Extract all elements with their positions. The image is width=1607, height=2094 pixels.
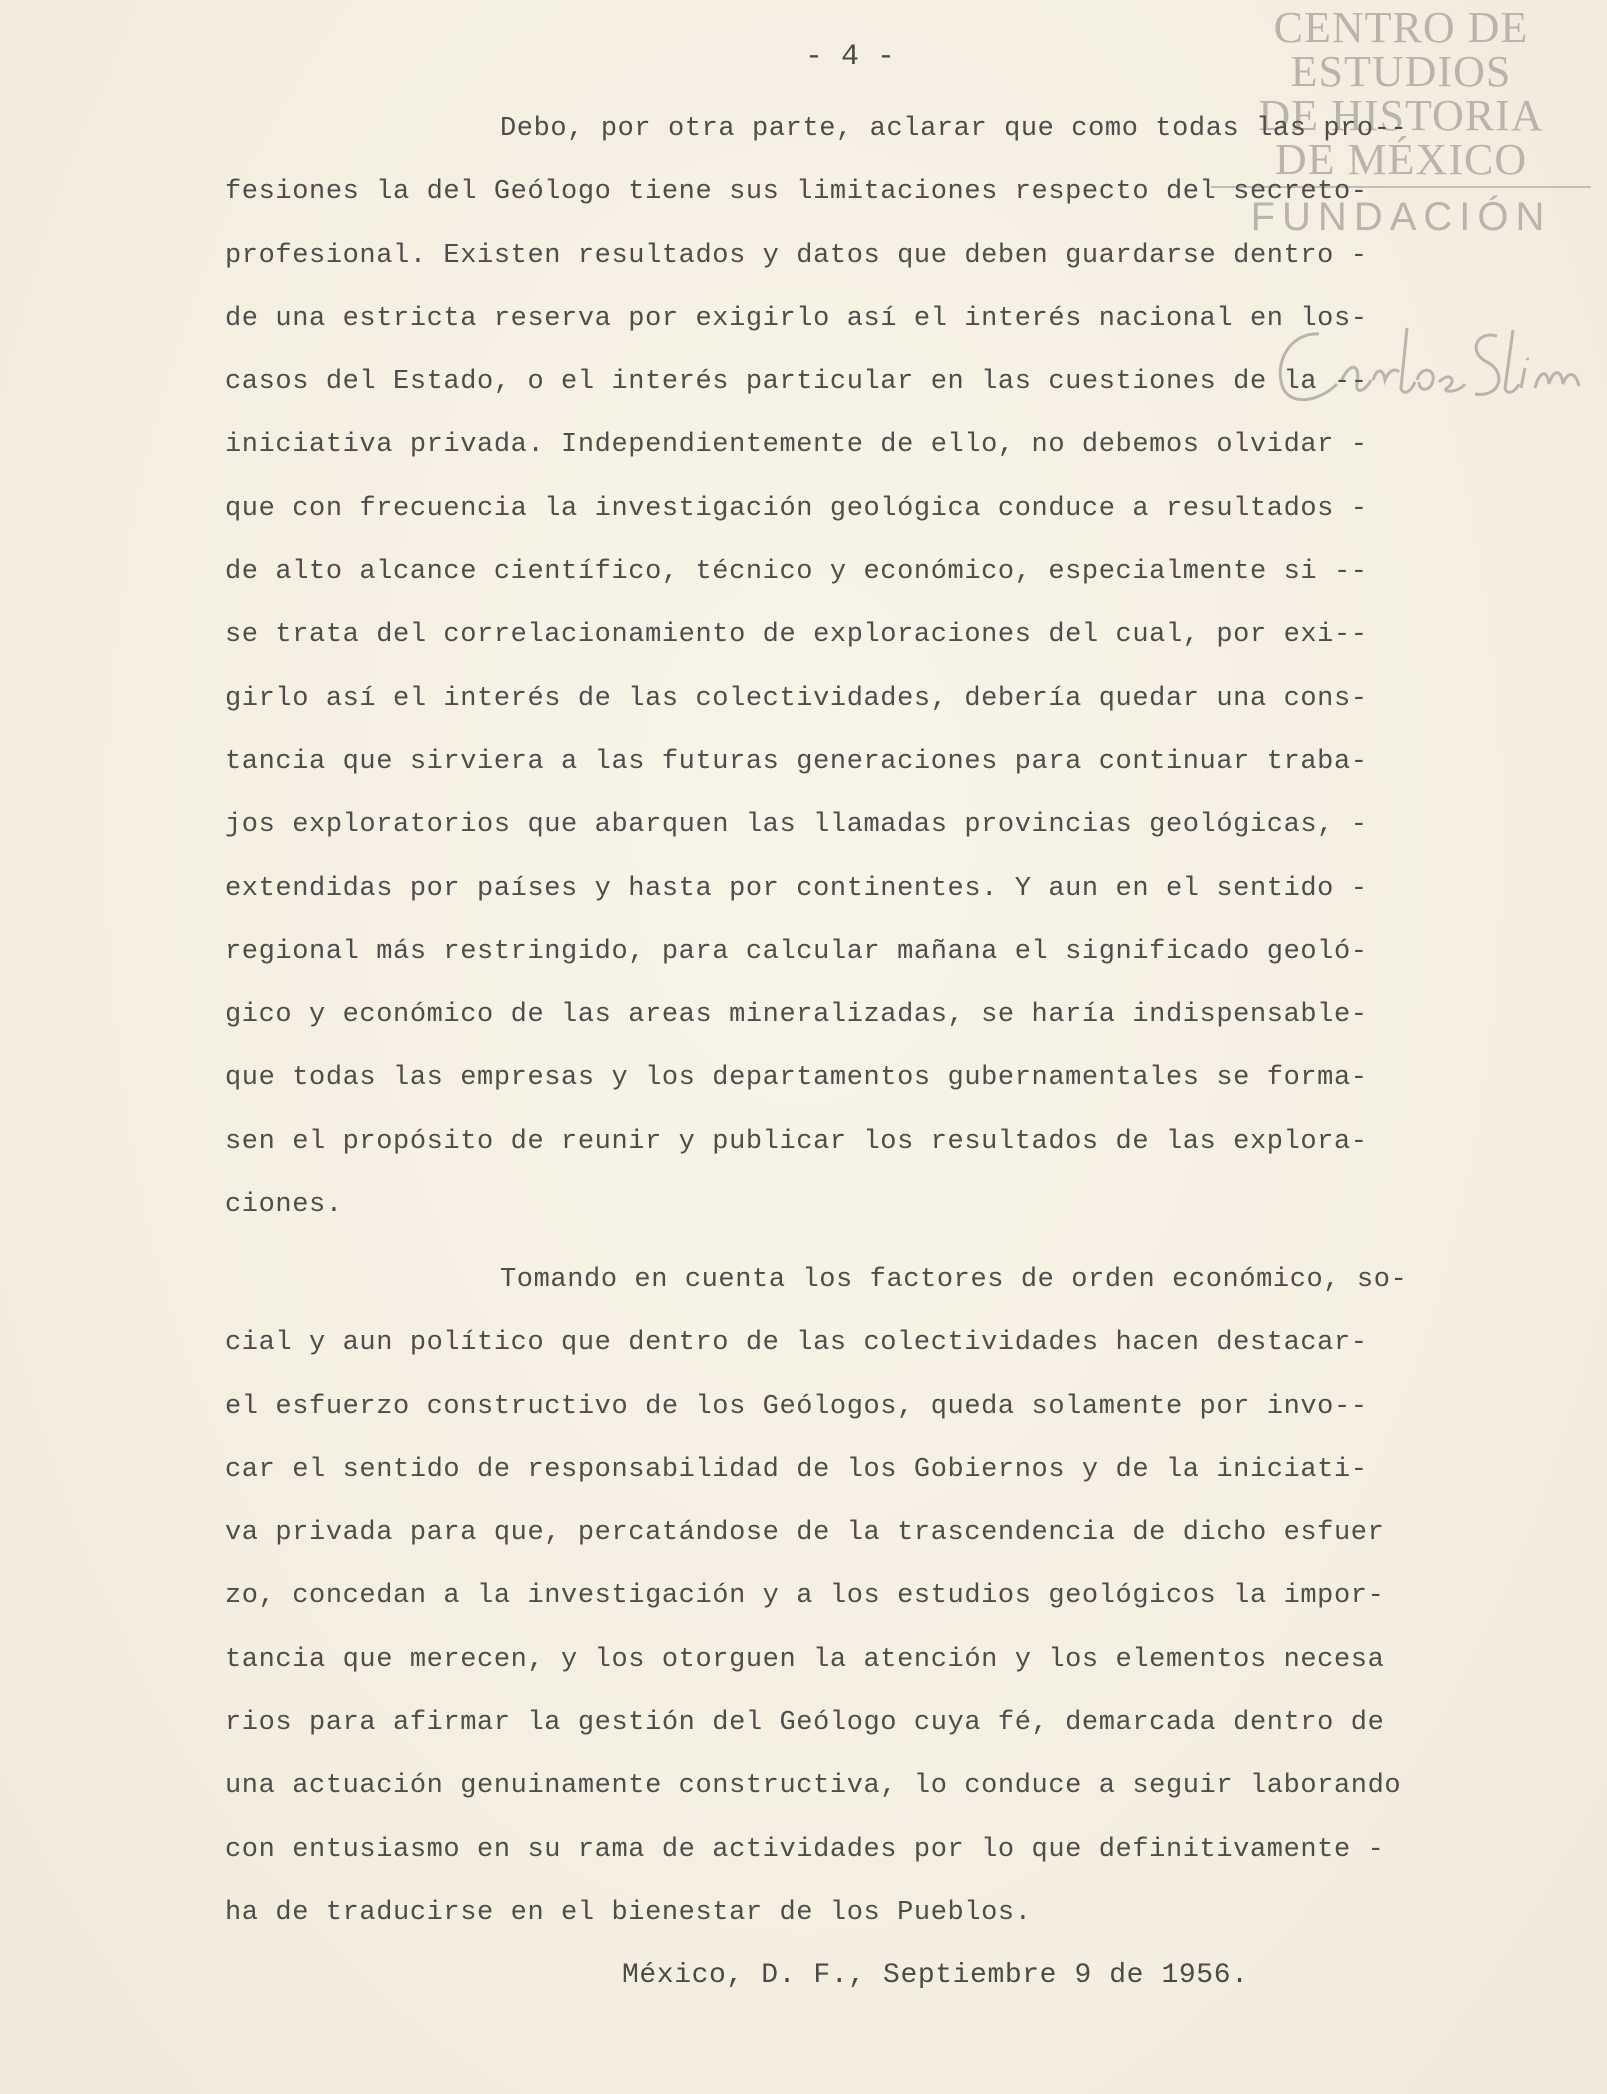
text-line: tancia que sirviera a las futuras generaciones para continuar traba- (225, 746, 1368, 777)
text-line: ha de traducirse en el bienestar de los Pueblos. (225, 1897, 1032, 1928)
page-number: - 4 - (804, 40, 895, 74)
text-line: profesional. Existen resultados y datos que deben guardarse dentro - (225, 240, 1368, 271)
watermark-line-3: DE HISTORIA (1258, 91, 1544, 140)
paragraph-1 (225, 98, 1555, 1237)
text-line: regional más restringido, para calcular mañana el significado geoló- (225, 936, 1368, 967)
text-line: fesiones la del Geólogo tiene sus limitaciones respecto del secreto- (225, 177, 1368, 208)
text-line: tancia que merecen, y los otorguen la atención y los elementos necesa (225, 1644, 1385, 1675)
text-line: sen el propósito de reunir y publicar los resultados de las explora- (225, 1126, 1368, 1157)
text-line: rios para afirmar la gestión del Geólogo cuya fé, demarcada dentro de (225, 1708, 1385, 1739)
text-line: zo, concedan a la investigación y a los estudios geológicos la impor- (225, 1581, 1385, 1612)
text-line: ciones. (225, 1190, 343, 1221)
text-line: cial y aun político que dentro de las colectividades hacen destacar- (225, 1328, 1368, 1359)
text-line: el esfuerzo constructivo de los Geólogos, queda solamente por invo-- (225, 1391, 1368, 1422)
date-signoff: México, D. F., Septiembre 9 de 1956. (622, 1960, 1249, 1991)
text-line: jos exploratorios que abarquen las llamadas provincias geológicas, - (225, 810, 1368, 841)
watermark-line-4: DE MÉXICO (1274, 135, 1528, 184)
text-line: Debo, por otra parte, aclarar que como todas las pro-- (500, 114, 1408, 144)
text-line: con entusiasmo en su rama de actividades por lo que definitivamente - (225, 1834, 1385, 1865)
watermark-line-1: CENTRO DE (1273, 3, 1529, 52)
text-line: gico y económico de las areas mineralizadas, se haría indispensable- (225, 1000, 1368, 1031)
text-line: de una estricta reserva por exigirlo así el interés nacional en los- (225, 303, 1368, 334)
text-line: va privada para que, percatándose de la trascendencia de dicho esfuer (225, 1518, 1385, 1549)
text-line: de alto alcance científico, técnico y económico, especialmente si -- (225, 557, 1368, 588)
text-line: Tomando en cuenta los factores de orden económico, so- (500, 1265, 1408, 1295)
text-line: iniciativa privada. Independientemente de ello, no debemos olvidar - (225, 430, 1368, 461)
paragraph-2 (225, 1249, 1555, 1945)
text-line: que con frecuencia la investigación geológica conduce a resultados - (225, 493, 1368, 524)
text-line: extendidas por países y hasta por continentes. Y aun en el sentido - (225, 873, 1368, 904)
watermark-line-5: FUNDACIÓN (1250, 195, 1552, 239)
text-line: casos del Estado, o el interés particular en las cuestiones de la -- (225, 367, 1368, 398)
text-line: que todas las empresas y los departamentos gubernamentales se forma- (225, 1063, 1368, 1094)
text-line: se trata del correlacionamiento de exploraciones del cual, por exi-- (225, 620, 1368, 651)
text-line: car el sentido de responsabilidad de los Gobiernos y de la iniciati- (225, 1454, 1368, 1485)
watermark-line-2: ESTUDIOS (1290, 47, 1512, 96)
text-line: girlo así el interés de las colectividades, debería quedar una cons- (225, 683, 1368, 714)
text-line: una actuación genuinamente constructiva, lo conduce a seguir laborando (225, 1771, 1402, 1802)
